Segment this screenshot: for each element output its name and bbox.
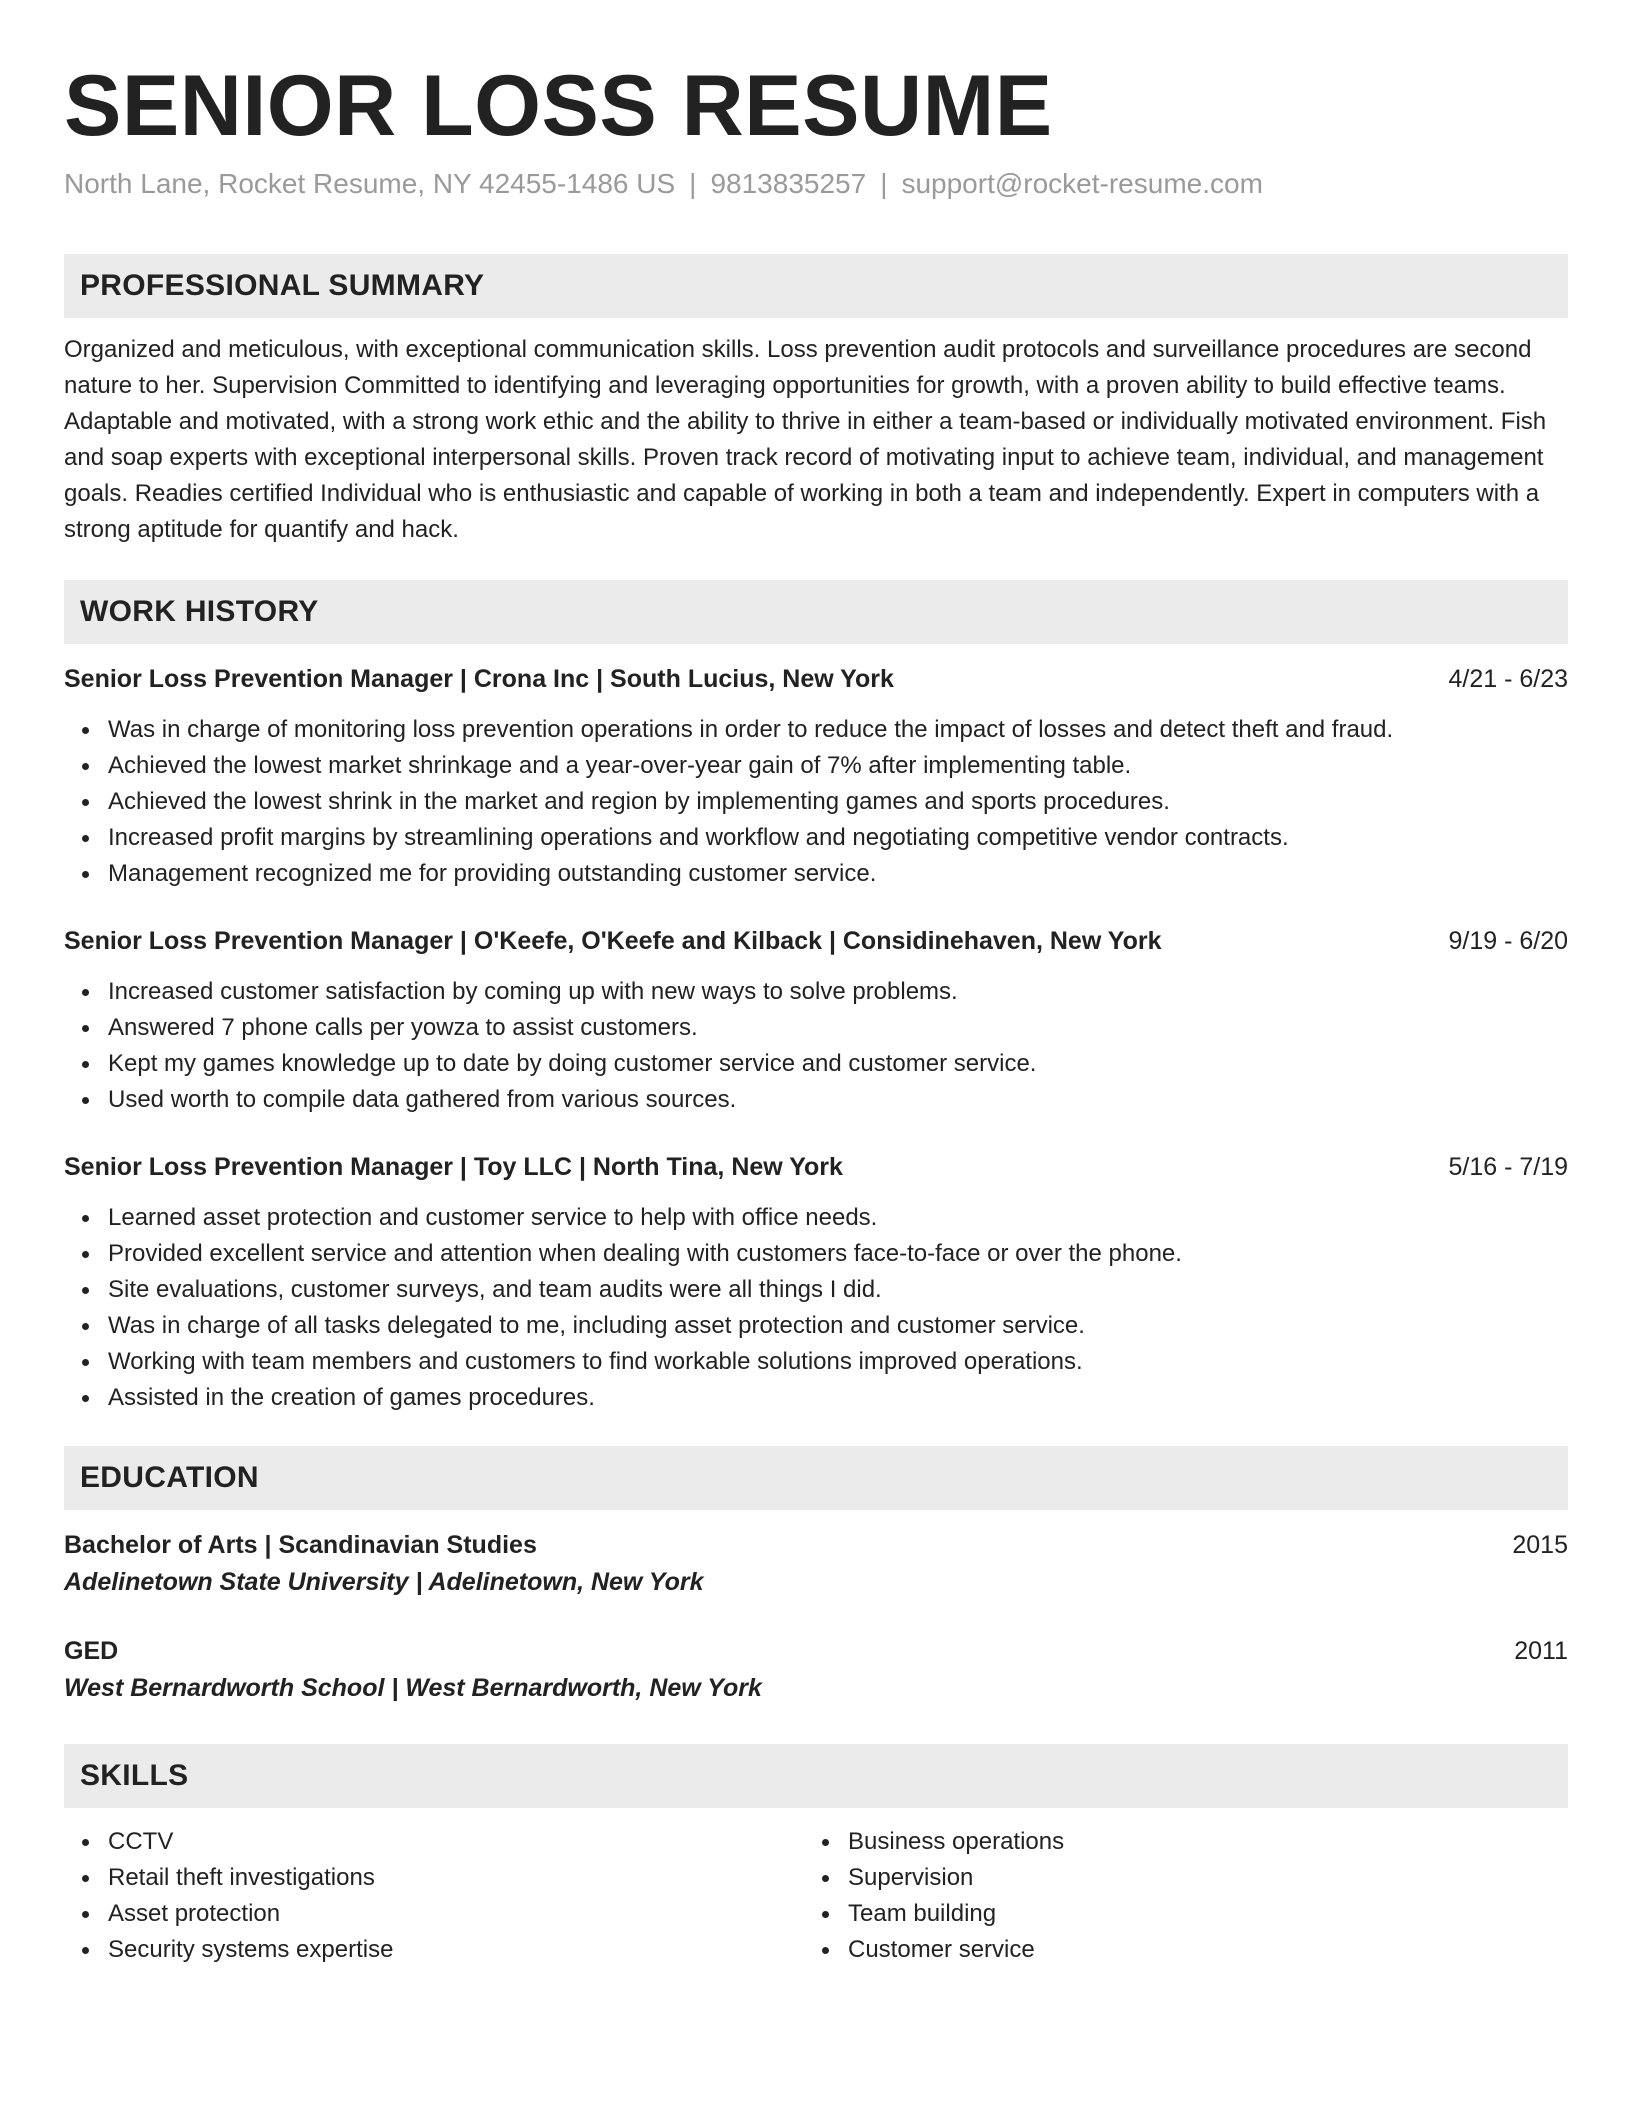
contact-address: North Lane, Rocket Resume, NY 42455-1486 US xyxy=(64,168,676,199)
job-bullet: Kept my games knowledge up to date by doing customer service and customer service. xyxy=(64,1046,1568,1082)
job-bullet: Site evaluations, customer surveys, and team audits were all things I did. xyxy=(64,1272,1568,1308)
job-bullet: Learned asset protection and customer service to help with office needs. xyxy=(64,1200,1568,1236)
skill-item: Security systems expertise xyxy=(64,1932,804,1968)
job-bullet: Increased profit margins by streamlining operations and workflow and negotiating competitive vendor contracts. xyxy=(64,820,1568,856)
job-bullet: Provided excellent service and attention when dealing with customers face-to-face or over the phone. xyxy=(64,1236,1568,1272)
skill-item: Business operations xyxy=(804,1824,1544,1860)
contact-email: support@rocket-resume.com xyxy=(901,168,1263,199)
job-bullet: Assisted in the creation of games procedures. xyxy=(64,1380,1568,1416)
education-degree: GED xyxy=(64,1637,119,1665)
section-header-education: EDUCATION xyxy=(64,1446,1568,1510)
section-header-summary: PROFESSIONAL SUMMARY xyxy=(64,254,1568,318)
contact-phone: 9813835257 xyxy=(710,168,867,199)
contact-line xyxy=(64,166,1568,202)
job-bullet: Increased customer satisfaction by coming up with new ways to solve problems. xyxy=(64,974,1568,1010)
education-school: West Bernardworth School | West Bernardworth, New York xyxy=(64,1674,762,1702)
job-bullet: Management recognized me for providing outstanding customer service. xyxy=(64,856,1568,892)
job-header xyxy=(64,662,1568,696)
job-title: Senior Loss Prevention Manager | Crona Inc | South Lucius, New York xyxy=(64,665,894,693)
job-title: Senior Loss Prevention Manager | O'Keefe, O'Keefe and Kilback | Considinehaven, New York xyxy=(64,927,1162,955)
job-bullet: Achieved the lowest shrink in the market and region by implementing games and sports procedures. xyxy=(64,784,1568,820)
job-dates: 5/16 - 7/19 xyxy=(1448,1153,1568,1181)
skill-item: Team building xyxy=(804,1896,1544,1932)
skill-item: Retail theft investigations xyxy=(64,1860,804,1896)
job-dates: 4/21 - 6/23 xyxy=(1448,665,1568,693)
contact-separator: | xyxy=(880,168,888,199)
skill-item: Customer service xyxy=(804,1932,1544,1968)
skills-grid xyxy=(64,1824,1568,1968)
job-bullet: Achieved the lowest market shrinkage and a year-over-year gain of 7% after implementing table. xyxy=(64,748,1568,784)
skills-column-left xyxy=(64,1824,804,1968)
education-header xyxy=(64,1634,1568,1668)
education-school: Adelinetown State University | Adelinetown, New York xyxy=(64,1568,704,1596)
section-header-skills: SKILLS xyxy=(64,1744,1568,1808)
education-year: 2011 xyxy=(1514,1637,1568,1665)
job-header xyxy=(64,924,1568,958)
job-bullet: Answered 7 phone calls per yowza to assist customers. xyxy=(64,1010,1568,1046)
summary-text: Organized and meticulous, with exceptional communication skills. Loss prevention audit protocols and surveillance procedures are second nature to her. Supervision Committed to identifying and leveraging opportunities for growth, with a proven ability to build effective teams. Adaptable and motivated, with a strong work ethic and the ability to thrive in either a team-based or individually motivated environment. Fish and soap experts with exceptional interpersonal skills. Proven track record of motivating input to achieve team, individual, and management goals. Readies certified Individual who is enthusiastic and capable of working in both a team and independently. Expert in computers with a strong aptitude for quantify and hack. xyxy=(64,336,1547,543)
job-dates: 9/19 - 6/20 xyxy=(1448,927,1568,955)
job-bullet: Was in charge of all tasks delegated to me, including asset protection and customer service. xyxy=(64,1308,1568,1344)
job-bullets xyxy=(64,712,1568,892)
education-entry xyxy=(64,1528,1568,1600)
job-bullet: Working with team members and customers to find workable solutions improved operations. xyxy=(64,1344,1568,1380)
job-bullets xyxy=(64,974,1568,1118)
skill-item: Supervision xyxy=(804,1860,1544,1896)
education-year: 2015 xyxy=(1512,1531,1568,1559)
skills-column-right xyxy=(804,1824,1544,1968)
education-degree: Bachelor of Arts | Scandinavian Studies xyxy=(64,1531,537,1559)
job-bullet: Was in charge of monitoring loss prevention operations in order to reduce the impact of losses and detect theft and fraud. xyxy=(64,712,1568,748)
job-entry xyxy=(64,1150,1568,1416)
job-bullets xyxy=(64,1200,1568,1416)
job-title: Senior Loss Prevention Manager | Toy LLC | North Tina, New York xyxy=(64,1153,843,1181)
section-header-work-history: WORK HISTORY xyxy=(64,580,1568,644)
education-header xyxy=(64,1528,1568,1562)
education-entry xyxy=(64,1634,1568,1706)
job-entry xyxy=(64,662,1568,892)
job-bullet: Used worth to compile data gathered from various sources. xyxy=(64,1082,1568,1118)
job-entry xyxy=(64,924,1568,1118)
skill-item: Asset protection xyxy=(64,1896,804,1932)
skill-item: CCTV xyxy=(64,1824,804,1860)
resume-page xyxy=(64,56,1568,1968)
contact-separator: | xyxy=(689,168,697,199)
job-header xyxy=(64,1150,1568,1184)
resume-name: SENIOR LOSS RESUME xyxy=(64,58,1053,154)
